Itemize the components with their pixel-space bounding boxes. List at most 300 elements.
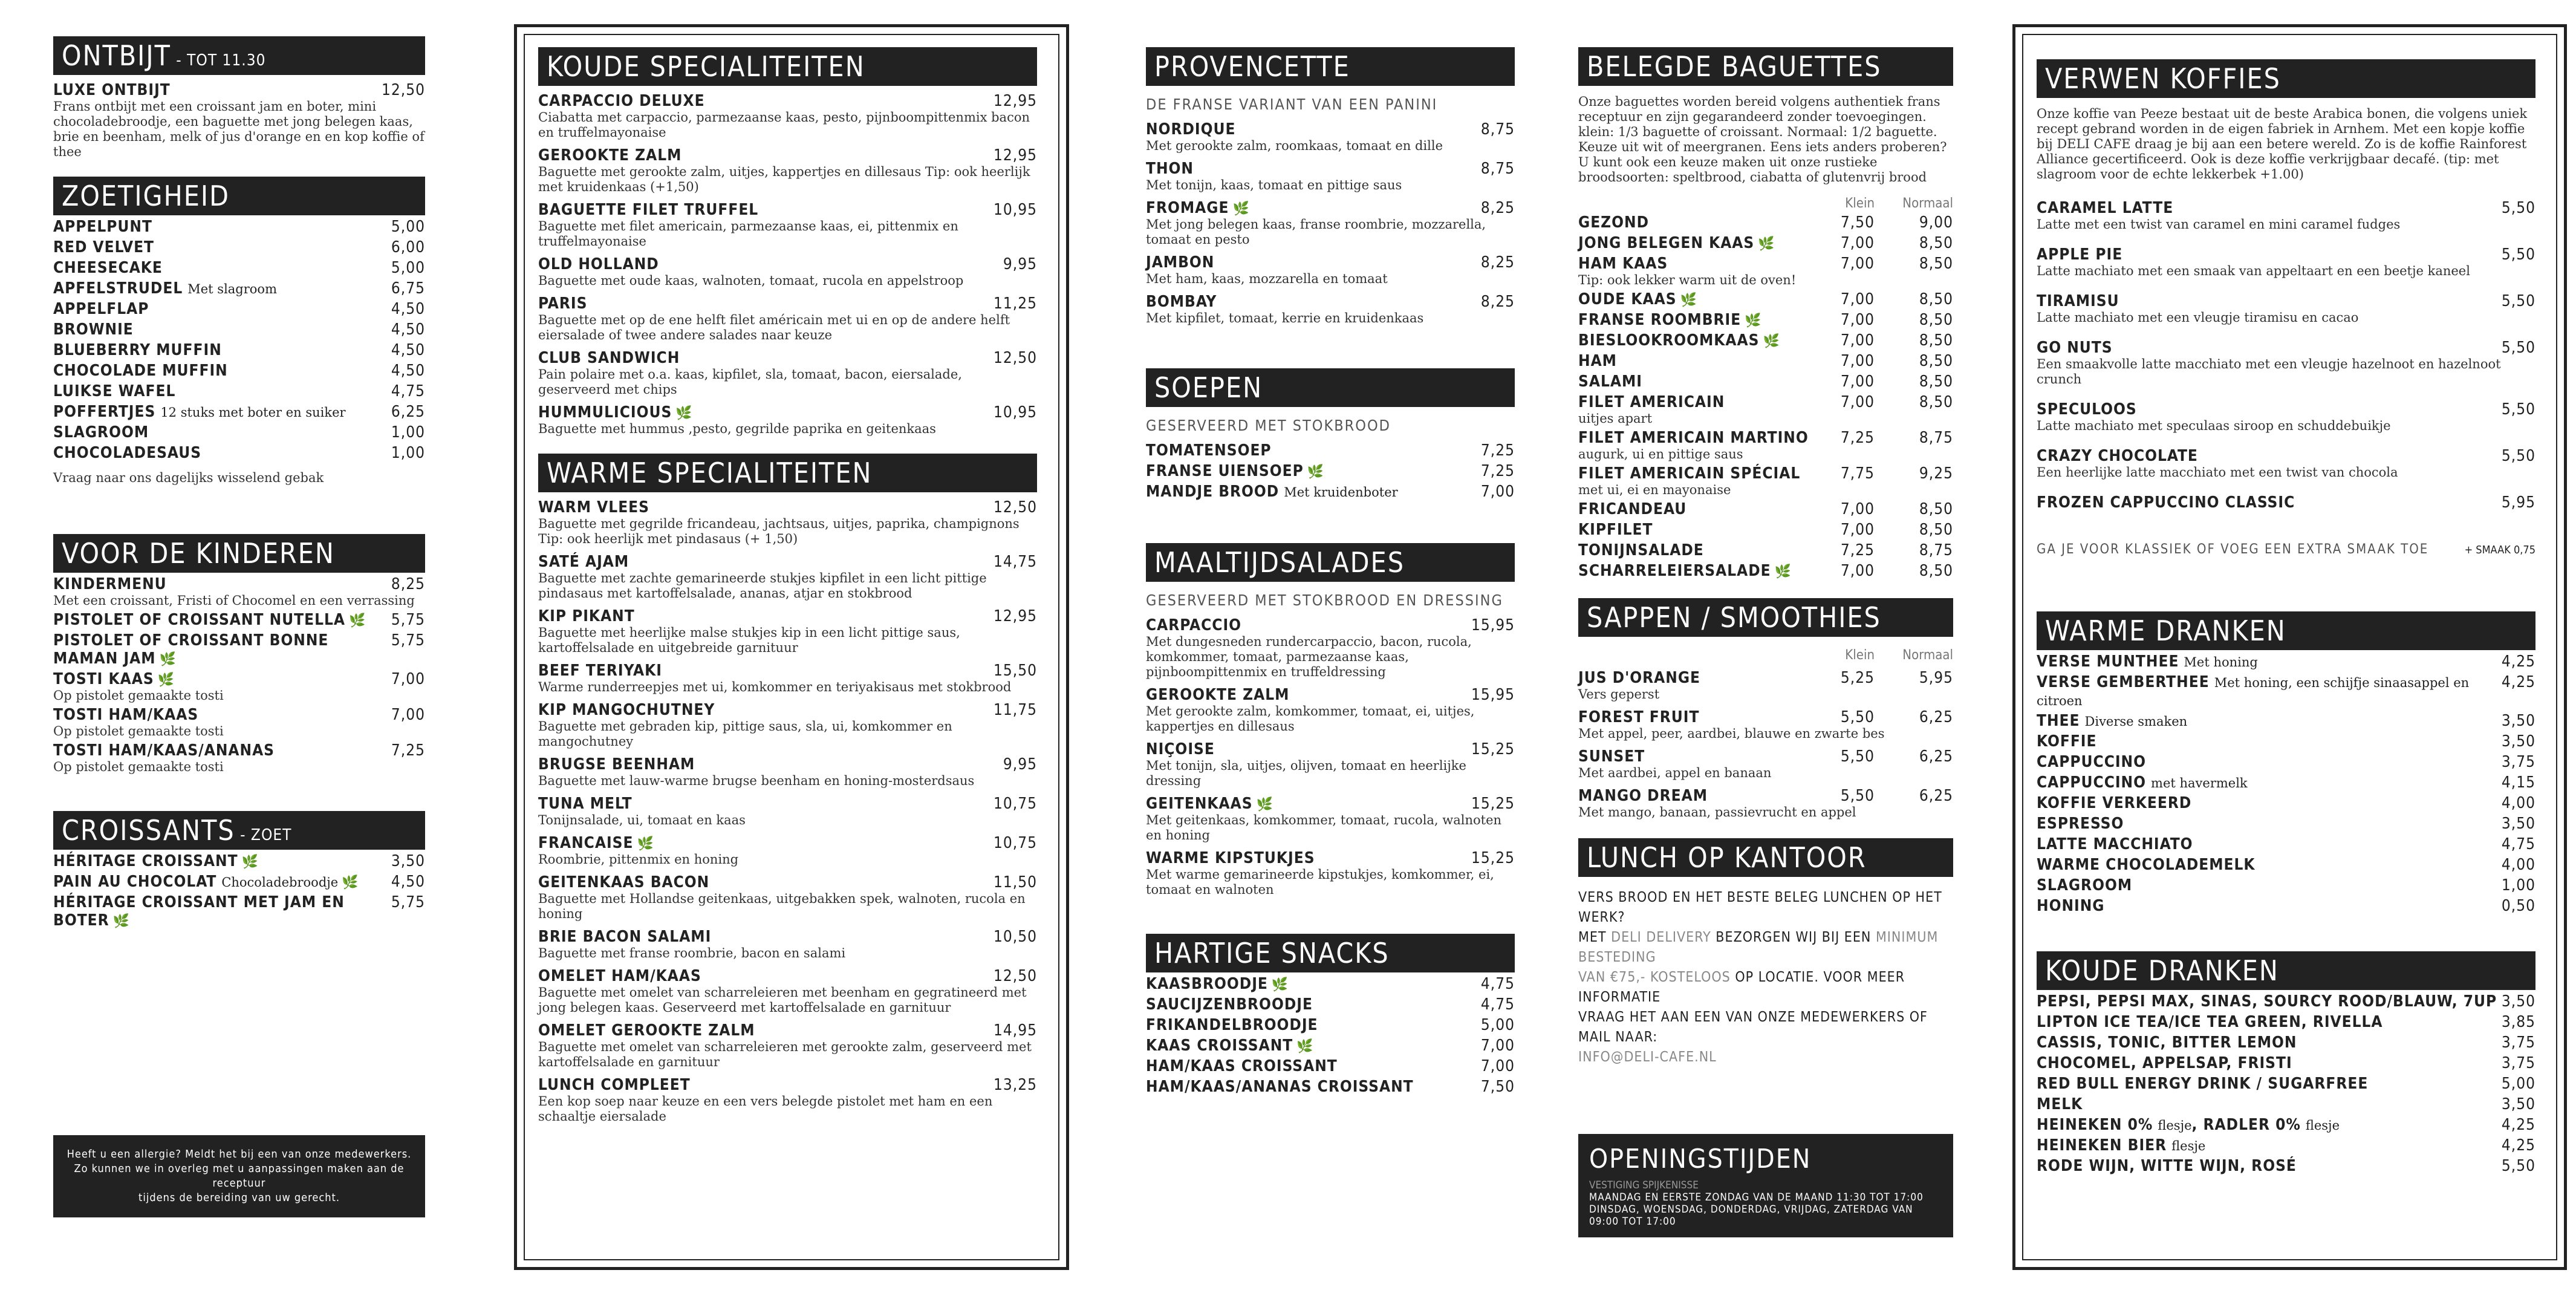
- provencette-title: PROVENCETTE: [1154, 50, 1350, 83]
- provencette-desc: Met jong belegen kaas, franse roombrie, mozzarella, tomaat en pesto: [1146, 217, 1486, 247]
- warme-specialiteiten-desc: Baguette met omelet van scharreleieren met gerookte zalm, geserveerd met kartoffelsalade en garnituur: [538, 1040, 1032, 1069]
- warme-specialiteiten-name: [538, 928, 711, 946]
- warme-dranken-inline-desc: Met honing, een schijfje sinaasappel en citroen: [2037, 676, 2470, 708]
- baguette-item: [1578, 373, 1953, 391]
- warme-dranken-item: [2037, 732, 2535, 751]
- warme-specialiteiten-name: [538, 498, 649, 516]
- koude-specialiteiten-item: [538, 201, 1037, 249]
- kinderen-name: [53, 611, 366, 629]
- warme-specialiteiten-row: [538, 1021, 1037, 1040]
- koffie-row: [2037, 199, 2535, 217]
- zoetigheid-item: [53, 300, 425, 318]
- kinderen-item: [53, 631, 425, 668]
- baguette-prices: [1814, 562, 1953, 580]
- hartige-snacks-section: [1146, 934, 1515, 1096]
- warme-specialiteiten-name-text: FRANCAISE: [538, 834, 634, 852]
- soepen-name-text: TOMATENSOEP: [1146, 441, 1272, 460]
- warme-specialiteiten-desc: Baguette met lauw-warme brugse beenham en honing-mosterdsaus: [538, 774, 975, 788]
- provencette-name-text: NORDIQUE: [1146, 120, 1236, 138]
- warme-specialiteiten-price: 9,95: [1003, 755, 1037, 774]
- baguette-item: [1578, 352, 1953, 370]
- soepen-price: 7,25: [1480, 462, 1515, 480]
- zoetigheid-name: [53, 300, 149, 318]
- zoetigheid-name-text: BLUEBERRY MUFFIN: [53, 341, 222, 359]
- maaltijdsalades-name: [1146, 616, 1241, 634]
- baguette-row: [1578, 521, 1953, 539]
- vegetarian-leaf-icon: 🌿: [1774, 564, 1792, 579]
- kinderen-price: 7,00: [391, 706, 425, 724]
- baguette-price-normal: 9,25: [1919, 464, 1953, 483]
- vegetarian-leaf-icon: 🌿: [159, 652, 177, 667]
- openingstijden-line: DINSDAG, WOENSDAG, DONDERDAG, VRIJDAG, ZATERDAG VAN 09:00 TOT 17:00: [1589, 1203, 1913, 1228]
- sappen-price-small: 5,50: [1840, 747, 1875, 766]
- maaltijdsalades-row: [1146, 795, 1515, 813]
- sappen-col-small: Klein: [1845, 648, 1875, 663]
- hartige-snacks-name: [1146, 995, 1313, 1014]
- baguette-price-normal: 9,00: [1919, 213, 1953, 232]
- croissants-price: 4,50: [391, 873, 425, 891]
- sappen-desc: Met appel, peer, aardbei, blauwe en zwarte bes: [1578, 726, 1885, 741]
- baguette-row: [1578, 373, 1953, 391]
- sappen-section: [1578, 598, 1953, 820]
- hartige-snacks-name: [1146, 1057, 1338, 1075]
- koude-dranken-name: [2037, 1136, 2205, 1155]
- baguette-prices: [1814, 464, 1953, 483]
- koude-dranken-name-text: LIPTON ICE TEA/ICE TEA GREEN, RIVELLA: [2037, 1013, 2383, 1031]
- warme-specialiteiten-row: [538, 701, 1037, 719]
- warme-specialiteiten-desc: Een kop soep naar keuze en een vers belegde pistolet met ham en een schaaltje eiersalade: [538, 1094, 993, 1124]
- maaltijdsalades-name-text: CARPACCIO: [1146, 616, 1242, 634]
- warme-dranken-row: [2037, 712, 2535, 730]
- koude-dranken-section: [2037, 951, 2535, 1175]
- kinderen-name: [53, 575, 167, 593]
- baguette-name-text: SCHARRELEIERSALADE: [1578, 562, 1771, 580]
- email-link[interactable]: INFO@DELI-CAFE.NL: [1578, 1049, 1717, 1065]
- warme-dranken-item: [2037, 673, 2535, 709]
- baguette-price-normal: 8,50: [1919, 352, 1953, 370]
- warme-specialiteiten-desc: Warme runderreepjes met ui, komkommer en teriyakisaus met stokbrood: [538, 680, 1012, 694]
- zoetigheid-item: [53, 321, 425, 339]
- baguette-price-normal: 8,75: [1919, 429, 1953, 447]
- warme-specialiteiten-row: [538, 795, 1037, 813]
- baguette-row: [1578, 541, 1953, 559]
- warme-specialiteiten-name-text: BEEF TERIYAKI: [538, 662, 662, 680]
- vegetarian-leaf-icon: 🌿: [1763, 334, 1780, 349]
- baguette-name: [1578, 234, 1775, 252]
- koude-specialiteiten-item: [538, 92, 1037, 140]
- warme-specialiteiten-desc: Baguette met gegrilde fricandeau, jachtsaus, uitjes, paprika, champignons Tip: ook heerlijk met pindasaus (+ 1,50): [538, 516, 1020, 546]
- koffie-name: [2037, 339, 2113, 357]
- warme-dranken-section: [2037, 611, 2535, 915]
- provencette-item: [1146, 199, 1515, 247]
- koude-dranken-inline-desc-2: flesje: [2305, 1118, 2340, 1133]
- ontbijt-name-text: LUXE ONTBIJT: [53, 81, 171, 99]
- warme-specialiteiten-name-text: OMELET HAM/KAAS: [538, 967, 701, 985]
- hartige-snacks-name-text: HAM/KAAS CROISSANT: [1146, 1057, 1338, 1075]
- warme-specialiteiten-price: 12,50: [994, 967, 1037, 985]
- hartige-snacks-name-text: SAUCIJZENBROODJE: [1146, 995, 1313, 1014]
- warme-specialiteiten-price: 11,75: [994, 701, 1037, 719]
- maaltijdsalades-section: [1146, 543, 1515, 897]
- croissants-name-text: HÉRITAGE CROISSANT MET JAM EN BOTER: [53, 893, 345, 930]
- warme-dranken-name-text: LATTE MACCHIATO: [2037, 835, 2193, 853]
- provencette-section: [1146, 47, 1515, 326]
- baguette-row: [1578, 393, 1953, 411]
- warme-specialiteiten-price: 14,95: [994, 1021, 1037, 1040]
- sappen-price-normal: 5,95: [1919, 669, 1953, 687]
- baguette-price-normal: 8,50: [1919, 562, 1953, 580]
- warme-specialiteiten-row: [538, 755, 1037, 774]
- zoetigheid-name: [53, 403, 346, 421]
- croissants-section: [53, 811, 425, 930]
- warme-dranken-row: [2037, 732, 2535, 751]
- warme-specialiteiten-desc: Baguette met omelet van scharreleieren met beenham en gegratineerd met jong belegen kaas. Geserveerd met kartoffelsalade en garnituur: [538, 985, 1027, 1015]
- kinderen-row: [53, 575, 425, 593]
- sappen-name-text: SUNSET: [1578, 747, 1645, 766]
- warme-dranken-row: [2037, 753, 2535, 771]
- zoetigheid-title: ZOETIGHEID: [62, 180, 230, 212]
- warme-specialiteiten-name: [538, 1021, 755, 1040]
- baguette-name-text: FRANSE ROOMBRIE: [1578, 311, 1742, 329]
- koude-specialiteiten-price: 12,95: [994, 92, 1037, 110]
- baguette-row: [1578, 429, 1953, 447]
- kinderen-name: [53, 741, 275, 760]
- warme-dranken-row: [2037, 673, 2535, 709]
- koude-dranken-item: [2037, 992, 2535, 1011]
- koude-dranken-item: [2037, 1157, 2535, 1175]
- warme-dranken-row: [2037, 815, 2535, 833]
- baguette-row: [1578, 311, 1953, 329]
- zoetigheid-row: [53, 362, 425, 380]
- warme-specialiteiten-price: 11,50: [994, 873, 1037, 891]
- vegetarian-leaf-icon: 🌿: [348, 613, 366, 628]
- warme-dranken-inline-desc: Diverse smaken: [2084, 714, 2188, 729]
- baguette-name-text: SALAMI: [1578, 373, 1642, 391]
- warme-specialiteiten-name-text: SATÉ AJAM: [538, 553, 629, 571]
- lunch-line-3: [1578, 968, 1953, 1008]
- koude-specialiteiten-desc: Baguette met hummus ,pesto, gegrilde paprika en geitenkaas: [538, 422, 936, 436]
- warme-specialiteiten-row: [538, 498, 1037, 516]
- baguette-name: [1578, 311, 1762, 329]
- baguette-name: [1578, 352, 1617, 370]
- koffie-item: [2037, 246, 2535, 279]
- lunch-section: [1578, 838, 1953, 1067]
- warme-specialiteiten-row: [538, 553, 1037, 571]
- koude-dranken-price: 4,25: [2501, 1116, 2535, 1134]
- warme-dranken-name: [2037, 856, 2256, 874]
- koffie-item: [2037, 447, 2535, 480]
- belegde-baguettes-col-normal: Normaal: [1902, 196, 1953, 211]
- warme-specialiteiten-name-text: LUNCH COMPLEET: [538, 1076, 691, 1094]
- koffie-item: [2037, 199, 2535, 232]
- koude-dranken-price: 3,50: [2501, 992, 2535, 1011]
- koffie-name-text: CRAZY CHOCOLATE: [2037, 447, 2198, 465]
- zoetigheid-item: [53, 279, 425, 298]
- koude-dranken-name: [2037, 992, 2497, 1011]
- warme-specialiteiten-title: WARME SPECIALITEITEN: [547, 457, 873, 489]
- sappen-row: [1578, 787, 1953, 805]
- allergy-line: tijdens de bereiding van uw gerecht.: [138, 1191, 340, 1204]
- provencette-name: [1146, 160, 1194, 178]
- warme-dranken-name: [2037, 897, 2105, 915]
- warme-specialiteiten-item: [538, 662, 1037, 695]
- provencette-desc: Met ham, kaas, mozzarella en tomaat: [1146, 272, 1388, 286]
- warme-dranken-item: [2037, 815, 2535, 833]
- vegetarian-leaf-icon: 🌿: [112, 914, 131, 929]
- sappen-price-small: 5,50: [1840, 787, 1875, 805]
- warme-specialiteiten-desc: Baguette met Hollandse geitenkaas, uitgebakken spek, walnoten, rucola en honing: [538, 891, 1026, 921]
- croissants-name: [53, 852, 259, 870]
- warme-dranken-price: 3,50: [2501, 815, 2535, 833]
- koude-specialiteiten-name: [538, 92, 705, 110]
- warme-specialiteiten-item: [538, 795, 1037, 828]
- zoetigheid-name-text: CHEESECAKE: [53, 259, 163, 277]
- provencette-price: 8,25: [1480, 293, 1515, 311]
- koude-dranken-name-text: RODE WIJN, WITTE WIJN, ROSÉ: [2037, 1157, 2297, 1175]
- baguette-price-normal: 8,50: [1919, 255, 1953, 273]
- koffie-item: [2037, 339, 2535, 387]
- baguette-item: [1578, 521, 1953, 539]
- verwen-koffies-intro: Onze koffie van Peeze bestaat uit de beste Arabica bonen, die volgens uniek recept gebrand worden in de eigen fabriek in Arnhem. Met een kopje koffie bij DELI CAFE draag je bij aan een betere wereld. Zo is de koffie Rainforest Alliance gecertificeerd. Ook is deze koffie verkrijgbaar decafé. (tip: met slagroom voor de echte lekkerbek +1.00): [2037, 106, 2528, 181]
- warme-dranken-name-text: KOFFIE VERKEERD: [2037, 794, 2192, 812]
- hartige-snacks-row: [1146, 1078, 1515, 1096]
- baguette-prices: [1814, 429, 1953, 447]
- koffie-name-text: SPECULOOS: [2037, 400, 2137, 419]
- zoetigheid-item: [53, 218, 425, 236]
- koude-specialiteiten-item: [538, 146, 1037, 195]
- warme-specialiteiten-name: [538, 607, 635, 625]
- kinderen-name-text: PISTOLET OF CROISSANT BONNE MAMAN JAM: [53, 631, 329, 668]
- baguette-name: [1578, 373, 1642, 391]
- zoetigheid-row: [53, 403, 425, 421]
- baguette-name: [1578, 393, 1725, 411]
- provencette-name: [1146, 293, 1217, 311]
- baguette-name: [1578, 500, 1686, 518]
- kinderen-desc: Met een croissant, Fristi of Chocomel en een verrassing: [53, 593, 415, 608]
- hartige-snacks-name: [1146, 1037, 1314, 1055]
- koude-dranken-item: [2037, 1075, 2535, 1093]
- openingstijden-box: [1578, 1134, 1953, 1237]
- koffie-name: [2037, 400, 2137, 419]
- warme-specialiteiten-item: [538, 1021, 1037, 1070]
- koffie-name: [2037, 292, 2119, 310]
- deli-delivery-text: DELI DELIVERY: [1611, 930, 1711, 945]
- baguette-price-normal: 8,75: [1919, 541, 1953, 559]
- zoetigheid-name-text: SLAGROOM: [53, 423, 149, 441]
- warme-specialiteiten-row: [538, 873, 1037, 891]
- sappen-name: [1578, 669, 1700, 687]
- koude-dranken-name: [2037, 1034, 2297, 1052]
- provencette-row: [1146, 160, 1515, 178]
- warme-dranken-inline-desc: met havermelk: [2151, 776, 2248, 790]
- koude-specialiteiten-desc: Pain polaire met o.a. kaas, kipfilet, sla, tomaat, bacon, eiersalade, geserveerd met chips: [538, 367, 962, 397]
- baguette-name: [1578, 213, 1649, 232]
- maaltijdsalades-desc: Met warme gemarineerde kipstukjes, komkommer, ei, tomaat en walnoten: [1146, 867, 1494, 897]
- sappen-prices: [1814, 669, 1953, 687]
- koude-dranken-name-text: HEINEKEN BIER: [2037, 1136, 2167, 1155]
- maaltijdsalades-item: [1146, 849, 1515, 897]
- baguette-price-normal: 8,50: [1919, 311, 1953, 329]
- warme-specialiteiten-item: [538, 928, 1037, 961]
- provencette-price: 8,75: [1480, 120, 1515, 138]
- koude-specialiteiten-name: [538, 349, 680, 367]
- koude-specialiteiten-desc: Baguette met oude kaas, walnoten, tomaat, rucola en appelstroop: [538, 273, 964, 288]
- hartige-snacks-price: 5,00: [1480, 1016, 1515, 1034]
- warme-specialiteiten-name: [538, 1076, 691, 1094]
- zoetigheid-name-text: CHOCOLADE MUFFIN: [53, 362, 228, 380]
- koude-specialiteiten-desc: Baguette met filet americain, parmezaanse kaas, ei, pittenmix en truffelmayonaise: [538, 219, 958, 249]
- croissants-name-text: HÉRITAGE CROISSANT: [53, 852, 238, 870]
- zoetigheid-price: 4,50: [391, 341, 425, 359]
- zoetigheid-name-text: APFELSTRUDEL: [53, 279, 183, 298]
- koude-dranken-name-text: HEINEKEN 0%: [2037, 1116, 2153, 1134]
- minimum-besteding-text: MINIMUM BESTEDING: [1578, 930, 1939, 965]
- zoetigheid-row: [53, 238, 425, 256]
- warme-specialiteiten-name: [538, 967, 701, 985]
- baguette-price-small: 7,00: [1840, 352, 1875, 370]
- baguette-name: [1578, 562, 1792, 580]
- baguette-price-normal: 8,50: [1919, 290, 1953, 308]
- croissants-row: [53, 873, 425, 891]
- baguette-price-small: 7,25: [1840, 541, 1875, 559]
- koude-specialiteiten-name: [538, 201, 758, 219]
- warme-specialiteiten-item: [538, 873, 1037, 922]
- warme-dranken-name: [2037, 876, 2132, 894]
- koude-specialiteiten-name-text: CARPACCIO DELUXE: [538, 92, 705, 110]
- zoetigheid-item: [53, 382, 425, 400]
- kinderen-section: [53, 534, 425, 775]
- sappen-name: [1578, 747, 1645, 766]
- kinderen-header: [53, 534, 425, 573]
- koude-dranken-name: [2037, 1157, 2297, 1175]
- koude-specialiteiten-desc: Baguette met op de ene helft filet américain met ui en op de andere helft eiersalade of twee andere salades naar keuze: [538, 313, 1010, 342]
- zoetigheid-name-text: BROWNIE: [53, 321, 134, 339]
- vegetarian-leaf-icon: 🌿: [1296, 1039, 1314, 1054]
- provencette-name-text: JAMBON: [1146, 253, 1215, 272]
- warme-dranken-name: [2037, 753, 2146, 771]
- sappen-desc: Met aardbei, appel en banaan: [1578, 766, 1772, 780]
- koude-specialiteiten-item: [538, 403, 1037, 437]
- sappen-price-normal: 6,25: [1919, 708, 1953, 726]
- baguette-name: [1578, 464, 1800, 483]
- zoetigheid-name: [53, 321, 134, 339]
- lunch-line-1: VERS BROOD EN HET BESTE BELEG LUNCHEN OP HET WERK?: [1578, 890, 1942, 925]
- warme-specialiteiten-name-text: BRIE BACON SALAMI: [538, 928, 712, 946]
- provencette-name-text: FROMAGE: [1146, 199, 1229, 217]
- maaltijdsalades-row: [1146, 849, 1515, 867]
- provencette-price: 8,25: [1480, 199, 1515, 217]
- maaltijdsalades-desc: Met geitenkaas, komkommer, tomaat, rucola, walnoten en honing: [1146, 813, 1502, 842]
- provencette-item: [1146, 160, 1515, 193]
- provencette-desc: Met gerookte zalm, roomkaas, tomaat en dille: [1146, 138, 1443, 153]
- warme-dranken-name: [2037, 673, 2502, 709]
- koude-specialiteiten-name-text: CLUB SANDWICH: [538, 349, 680, 367]
- soepen-row: [1146, 441, 1515, 460]
- koffie-row: [2037, 339, 2535, 357]
- baguette-price-small: 7,00: [1840, 290, 1875, 308]
- warme-specialiteiten-name-text: TUNA MELT: [538, 795, 633, 813]
- koffie-price: 5,50: [2501, 246, 2535, 264]
- baguette-item: [1578, 213, 1953, 232]
- zoetigheid-item: [53, 423, 425, 441]
- koffie-name-text: GO NUTS: [2037, 339, 2113, 357]
- sappen-row: [1578, 708, 1953, 726]
- warme-dranken-name-text: ESPRESSO: [2037, 815, 2124, 833]
- warme-dranken-price: 0,50: [2501, 897, 2535, 915]
- baguette-desc: augurk, ui en pittige saus: [1578, 447, 1743, 461]
- baguette-item: [1578, 393, 1953, 426]
- zoetigheid-price: 4,50: [391, 321, 425, 339]
- koffie-price: 5,50: [2501, 292, 2535, 310]
- koude-specialiteiten-price: 10,95: [994, 403, 1037, 422]
- warme-specialiteiten-price: 10,75: [994, 795, 1037, 813]
- baguette-item: [1578, 464, 1953, 498]
- warme-dranken-price: 4,00: [2501, 856, 2535, 874]
- kinderen-item: [53, 670, 425, 703]
- warme-specialiteiten-item: [538, 755, 1037, 789]
- zoetigheid-inline-desc: Met slagroom: [187, 282, 277, 296]
- zoetigheid-name: [53, 279, 277, 298]
- maaltijdsalades-name: [1146, 795, 1273, 813]
- koffie-row: [2037, 447, 2535, 465]
- provencette-name-text: THON: [1146, 160, 1194, 178]
- croissants-tag: - ZOET: [235, 826, 292, 844]
- koude-dranken-price: 3,75: [2501, 1034, 2535, 1052]
- warme-specialiteiten-price: 10,75: [994, 834, 1037, 852]
- koude-dranken-inline-desc: flesje: [2158, 1118, 2192, 1133]
- baguette-prices: [1814, 255, 1953, 273]
- warme-dranken-title: WARME DRANKEN: [2045, 614, 2286, 647]
- hartige-snacks-item: [1146, 995, 1515, 1014]
- koffie-desc: Latte machiato met een smaak van appeltaart en een beetje kaneel: [2037, 264, 2470, 278]
- koude-dranken-item: [2037, 1136, 2535, 1155]
- koude-specialiteiten-item: [538, 349, 1037, 397]
- koffie-row: [2037, 246, 2535, 264]
- lunch-header: [1578, 838, 1953, 877]
- maaltijdsalades-subtitle: GESERVEERD MET STOKBROOD EN DRESSING: [1146, 591, 1503, 609]
- warme-dranken-row: [2037, 835, 2535, 853]
- column-4: [1578, 47, 1953, 1237]
- maaltijdsalades-price: 15,25: [1471, 849, 1515, 867]
- lunch-title: LUNCH OP KANTOOR: [1587, 841, 1867, 874]
- croissants-item: [53, 873, 425, 891]
- warme-dranken-name-text: CAPPUCCINO: [2037, 753, 2147, 771]
- baguette-item: [1578, 255, 1953, 273]
- koude-specialiteiten-price: 12,95: [994, 146, 1037, 164]
- warme-dranken-row: [2037, 794, 2535, 812]
- koude-dranken-row: [2037, 1116, 2535, 1134]
- koffie-extra-price: + SMAAK 0,75: [2464, 544, 2535, 556]
- warme-dranken-item: [2037, 856, 2535, 874]
- sappen-desc: Vers geperst: [1578, 687, 1660, 702]
- koffie-name-text: APPLE PIE: [2037, 246, 2123, 264]
- croissants-name: [53, 873, 359, 891]
- warme-dranken-item: [2037, 753, 2535, 771]
- warme-dranken-header: [2037, 611, 2535, 650]
- zoetigheid-row: [53, 423, 425, 441]
- provencette-name: [1146, 199, 1250, 217]
- zoetigheid-row: [53, 279, 425, 298]
- maaltijdsalades-header: [1146, 543, 1515, 582]
- hartige-snacks-item: [1146, 1037, 1515, 1055]
- zoetigheid-price: 5,00: [391, 218, 425, 236]
- ontbijt-name: [53, 81, 171, 99]
- baguette-item: [1578, 541, 1953, 559]
- sappen-column-headers: [1578, 648, 1953, 663]
- zoetigheid-name: [53, 238, 154, 256]
- baguette-item: [1578, 562, 1953, 580]
- hartige-snacks-price: 7,50: [1480, 1078, 1515, 1096]
